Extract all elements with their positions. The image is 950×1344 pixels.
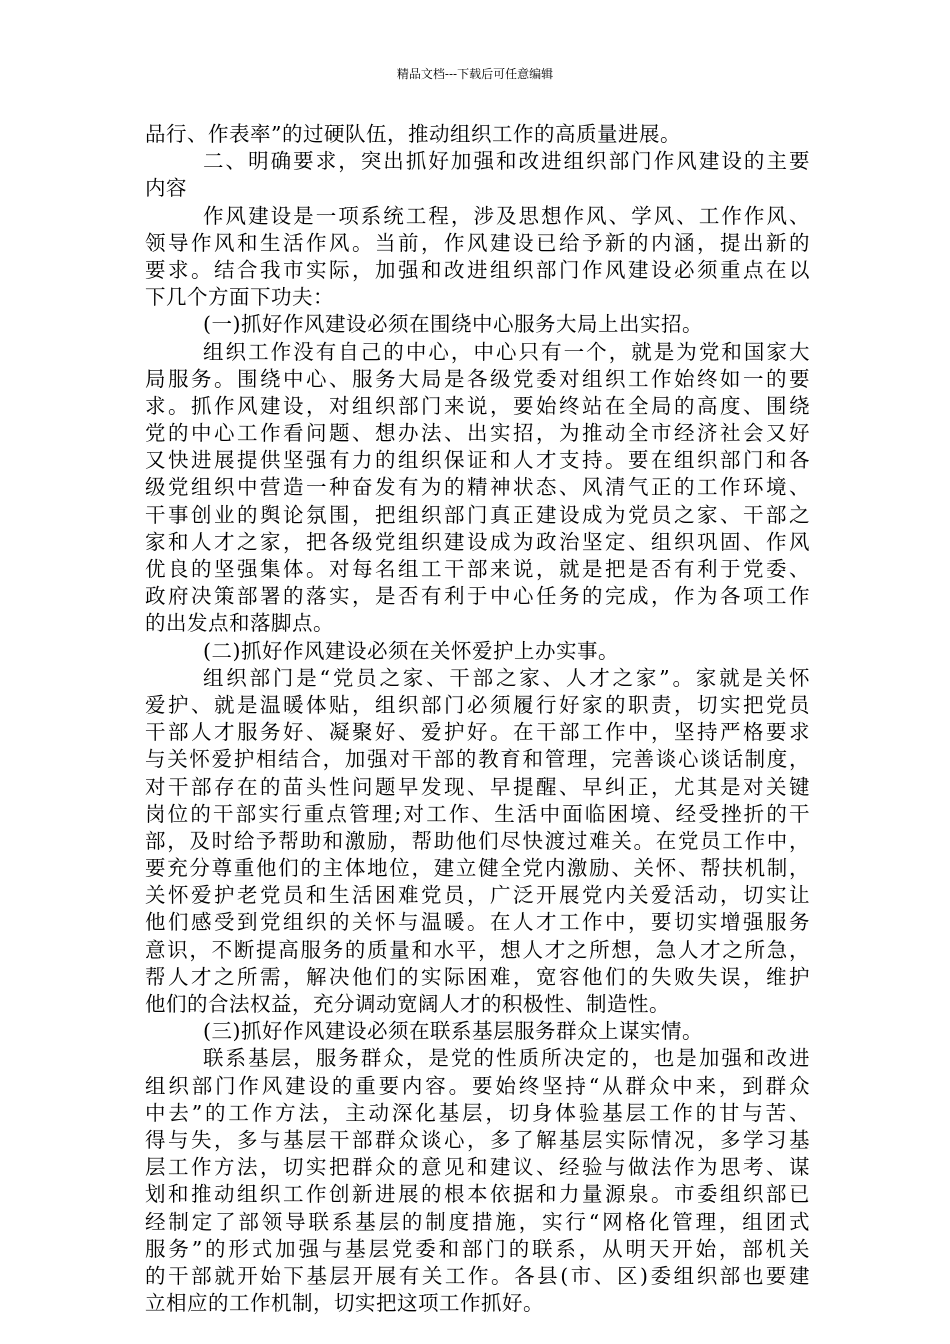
text-line: 级党组织中营造一种奋发有为的精神状态、风清气正的工作环境、 (145, 475, 810, 500)
text-line: 部，及时给予帮助和激励，帮助他们尽快渡过难关。在党员工作中， (145, 828, 810, 853)
text-line: 优良的坚强集体。对每名组工干部来说，就是把是否有利于党委、 (145, 557, 810, 581)
text-line: 政府决策部署的落实，是否有利于中心任务的完成，作为各项工作 (145, 584, 810, 609)
text-line: 帮人才之所需，解决他们的实际困难，宽容他们的失败失误，维护 (145, 964, 810, 989)
text-line: 他们感受到党组织的关怀与温暖。在人才工作中，要切实增强服务 (145, 910, 810, 935)
text-line: 关怀爱护老党员和生活困难党员，广泛开展党内关爱活动，切实让 (145, 883, 810, 908)
document-body (145, 121, 810, 1317)
text-line: 党的中心工作看问题、想办法、出实招，为推动全市经济社会又好 (145, 421, 810, 446)
text-line: 二、明确要求，突出抓好加强和改进组织部门作风建设的主要 (203, 149, 810, 174)
text-line: 品行、作表率”的过硬队伍，推动组织工作的高质量进展。 (145, 122, 681, 146)
text-line: 家和人才之家，把各级党组织建设成为政治坚定、组织巩固、作风 (145, 529, 810, 554)
text-line: (三)抓好作风建设必须在联系基层服务群众上谋实情。 (203, 1019, 703, 1044)
text-line: 与关怀爱护相结合，加强对干部的教育和管理，完善谈心谈话制度， (145, 747, 810, 772)
page-header: 精品文档---下载后可任意编辑 (396, 67, 554, 81)
text-line: 组织部门是“党员之家、干部之家、人才之家”。家就是关怀 (203, 665, 810, 690)
text-line: 要求。结合我市实际，加强和改进组织部门作风建设必须重点在以 (145, 257, 810, 282)
text-line: 划和推动组织工作创新进展的根本依据和力量源泉。市委组织部已 (145, 1182, 810, 1207)
text-line: 服务”的形式加强与基层党委和部门的联系，从明天开始，部机关 (145, 1236, 810, 1261)
text-line: 局服务。围绕中心、服务大局是各级党委对组织工作始终如一的要 (145, 366, 810, 391)
text-line: 经制定了部领导联系基层的制度措施，实行“网格化管理，组团式 (145, 1209, 810, 1234)
text-line: 立相应的工作机制，切实把这项工作抓好。 (145, 1291, 544, 1316)
text-line: 干事创业的舆论氛围，把组织部门真正建设成为党员之家、干部之 (145, 502, 810, 527)
text-line: 求。抓作风建设，对组织部门来说，要始终站在全局的高度、围绕 (145, 393, 810, 418)
text-line: 下几个方面下功夫： (145, 285, 334, 310)
text-line: 内容 (145, 176, 187, 201)
text-line: 作风建设是一项系统工程，涉及思想作风、学风、工作作风、 (203, 203, 810, 228)
text-line: 对干部存在的苗头性问题早发现、早提醒、早纠正，尤其是对关键 (145, 774, 810, 799)
text-line: 联系基层，服务群众，是党的性质所决定的，也是加强和改进 (203, 1046, 810, 1071)
text-line: 的出发点和落脚点。 (145, 611, 334, 636)
text-line: 的干部就开始下基层开展有关工作。各县(市、区)委组织部也要建 (145, 1263, 810, 1288)
text-line: 得与失，多与基层干部群众谈心，多了解基层实际情况，多学习基 (145, 1127, 810, 1152)
text-line: 层工作方法，切实把群众的意见和建议、经验与做法作为思考、谋 (145, 1155, 810, 1180)
text-line: (一)抓好作风建设必须在围绕中心服务大局上出实招。 (203, 312, 703, 337)
text-line: 他们的合法权益，充分调动宽阔人才的积极性、制造性。 (145, 992, 670, 1016)
text-line: 爱护、就是温暖体贴，组织部门必须履行好家的职责，切实把党员 (145, 692, 810, 717)
text-line: 干部人才服务好、凝聚好、爱护好。在干部工作中，坚持严格要求 (145, 720, 810, 745)
text-line: 组织工作没有自己的中心，中心只有一个，就是为党和国家大 (203, 339, 810, 364)
text-line: (二)抓好作风建设必须在关怀爱护上办实事。 (203, 638, 619, 663)
text-line: 中去”的工作方法，主动深化基层，切身体验基层工作的甘与苦、 (145, 1100, 810, 1125)
text-line: 又快进展提供坚强有力的组织保证和人才支持。要在组织部门和各 (145, 448, 810, 473)
text-line: 领导作风和生活作风。当前，作风建设已给予新的内涵，提出新的 (145, 230, 810, 255)
text-line: 岗位的干部实行重点管理;对工作、生活中面临困境、经受挫折的干 (145, 801, 810, 826)
text-line: 意识，不断提高服务的质量和水平，想人才之所想，急人才之所急， (145, 937, 810, 962)
text-line: 组织部门作风建设的重要内容。要始终坚持“从群众中来，到群众 (145, 1073, 810, 1098)
text-line: 要充分尊重他们的主体地位，建立健全党内激励、关怀、帮扶机制， (145, 856, 810, 881)
